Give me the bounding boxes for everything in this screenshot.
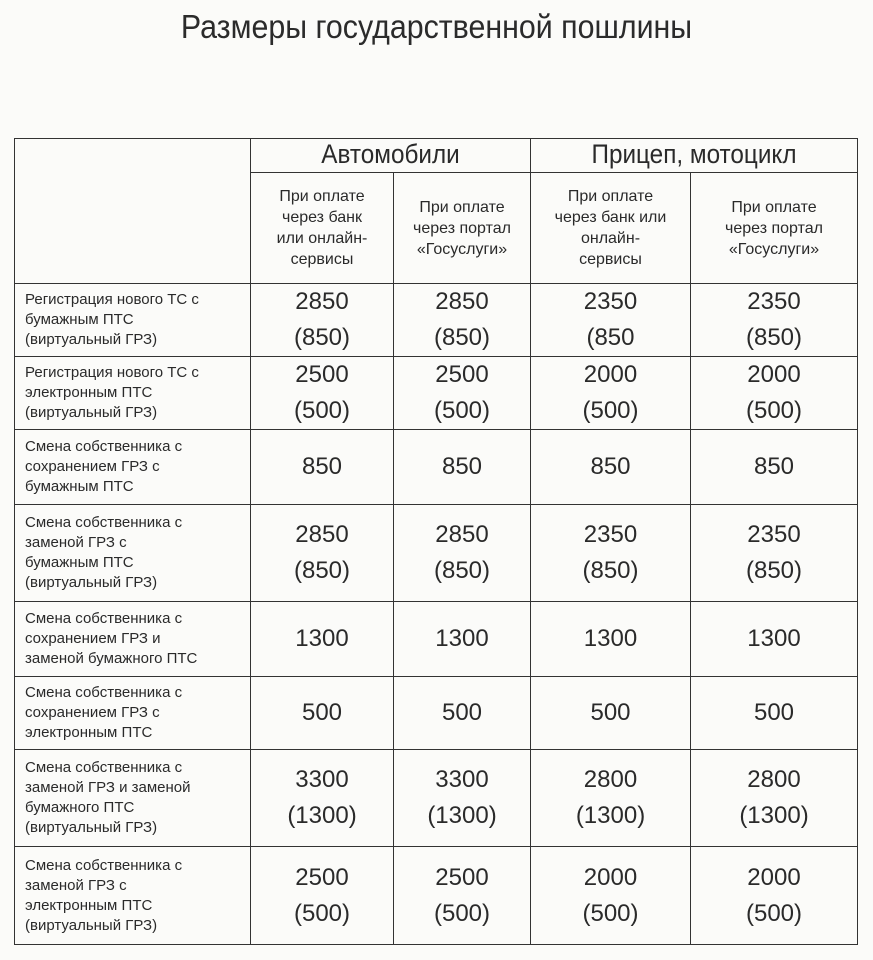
fee-value-cell	[251, 750, 394, 847]
text-line: (850)	[433, 557, 491, 584]
fee-value-cell	[251, 677, 394, 750]
subheader-cell	[531, 173, 691, 284]
text-line: 1300	[435, 625, 489, 652]
table-row	[15, 677, 858, 750]
text-line: (виртуальный ГРЗ)	[25, 331, 158, 348]
fee-value-cell	[394, 430, 531, 505]
fee-value-cell	[691, 602, 858, 677]
group-header-label: Прицеп, мотоцикл	[591, 139, 797, 169]
text-line: (850)	[433, 324, 491, 351]
text-line: 2800	[583, 766, 638, 793]
text-line: 2350	[747, 521, 801, 548]
fee-value-cell	[691, 750, 858, 847]
fee-value-cell	[394, 602, 531, 677]
row-label	[15, 430, 251, 505]
text-line: 850	[441, 453, 483, 480]
text-line: сервисы	[579, 251, 642, 268]
fee-value-cell	[531, 677, 691, 750]
text-line: онлайн-	[580, 230, 641, 247]
text-line: (1300)	[287, 802, 357, 829]
row-label	[15, 847, 251, 945]
text-line: (850)	[745, 557, 803, 584]
text-line: 2000	[747, 863, 801, 891]
text-line: Смена собственника с	[25, 856, 183, 874]
text-line: через портал	[725, 219, 823, 237]
row-label	[15, 750, 251, 847]
text-line: заменой ГРЗ с	[25, 876, 127, 894]
text-line: 2500	[295, 863, 349, 891]
text-line: 500	[753, 699, 795, 726]
fee-table	[14, 138, 858, 945]
text-line: 850	[590, 453, 631, 480]
text-line: (500)	[582, 899, 639, 927]
text-line: (500)	[745, 397, 803, 424]
text-line: 2000	[747, 361, 801, 388]
text-line: «Госуслуги»	[728, 240, 820, 258]
text-line: 1300	[747, 625, 801, 652]
text-line: 500	[301, 699, 343, 726]
text-line: (виртуальный ГРЗ)	[25, 574, 158, 591]
text-line: 850	[301, 453, 343, 480]
text-line: 2500	[295, 361, 349, 388]
fee-value-cell	[691, 284, 858, 357]
fee-value-cell	[691, 505, 858, 602]
fee-value-cell	[394, 847, 531, 945]
table-row	[15, 602, 858, 677]
text-line: сохранением ГРЗ и	[25, 630, 161, 647]
text-line: сохранением ГРЗ с	[25, 458, 160, 475]
fee-value-cell	[251, 847, 394, 945]
text-line: заменой бумажного ПТС	[25, 650, 198, 667]
group-header-label: Автомобили	[321, 139, 460, 169]
text-line: (1300)	[739, 802, 809, 829]
text-line: Регистрация нового ТС с	[25, 364, 199, 381]
fee-value-cell	[691, 430, 858, 505]
text-line: (виртуальный ГРЗ)	[25, 819, 158, 836]
row-label	[15, 505, 251, 602]
text-line: 2500	[435, 361, 489, 388]
fee-value-cell	[531, 750, 691, 847]
fee-value-cell	[691, 677, 858, 750]
text-line: (виртуальный ГРЗ)	[25, 916, 158, 934]
fee-value-cell	[531, 357, 691, 430]
text-line: бумажным ПТС	[25, 554, 134, 571]
fee-value-cell	[251, 284, 394, 357]
text-line: 850	[753, 453, 795, 480]
text-line: (850)	[293, 557, 351, 584]
group-header	[531, 139, 858, 173]
text-line: (850)	[582, 557, 639, 584]
text-line: бумажного ПТС	[25, 799, 135, 816]
fee-value-cell	[394, 750, 531, 847]
text-line: (500)	[582, 397, 639, 424]
text-line: электронным ПТС	[25, 724, 153, 741]
row-label	[15, 284, 251, 357]
text-line: 2350	[583, 521, 638, 548]
text-line: бумажным ПТС	[25, 478, 134, 495]
text-line: При оплате	[419, 198, 505, 216]
fee-value-cell	[691, 847, 858, 945]
fee-value-cell	[531, 505, 691, 602]
text-line: (850	[586, 324, 635, 351]
text-line: «Госуслуги»	[416, 240, 508, 258]
subheader-cell	[251, 173, 394, 284]
fee-value-cell	[251, 357, 394, 430]
text-line: 2850	[295, 521, 349, 548]
text-line: (500)	[433, 899, 491, 927]
text-line: (500)	[293, 397, 351, 424]
text-line: 2000	[583, 863, 638, 891]
fee-value-cell	[531, 430, 691, 505]
page-title: Размеры государственной пошлины	[180, 8, 693, 45]
text-line: электронным ПТС	[25, 896, 153, 914]
table-row	[15, 750, 858, 847]
text-line: 2850	[295, 288, 349, 315]
text-line: Смена собственника с	[25, 438, 183, 455]
fee-value-cell	[251, 602, 394, 677]
fee-value-cell	[531, 602, 691, 677]
fee-value-cell	[394, 284, 531, 357]
row-label	[15, 677, 251, 750]
table-row	[15, 505, 858, 602]
row-label	[15, 357, 251, 430]
text-line: Регистрация нового ТС с	[25, 291, 199, 308]
text-line: через портал	[413, 219, 511, 237]
corner-cell	[15, 139, 251, 284]
text-line: сервисы	[290, 251, 354, 268]
text-line: 2350	[583, 288, 638, 315]
text-line: 2500	[435, 863, 489, 891]
text-line: При оплате	[567, 188, 654, 205]
fee-value-cell	[531, 847, 691, 945]
text-line: При оплате	[731, 198, 817, 216]
table-row	[15, 357, 858, 430]
text-line: Смена собственника с	[25, 759, 183, 776]
fee-value-cell	[251, 505, 394, 602]
text-line: 2000	[583, 361, 638, 388]
subheader-cell	[394, 173, 531, 284]
text-line: через банк или	[554, 209, 667, 226]
text-line: Смена собственника с	[25, 684, 183, 701]
table-row	[15, 284, 858, 357]
text-line: электронным ПТС	[25, 384, 153, 401]
text-line: При оплате	[279, 188, 365, 205]
text-line: 2850	[435, 521, 489, 548]
text-line: (500)	[745, 899, 803, 927]
fee-value-cell	[394, 505, 531, 602]
table-row	[15, 847, 858, 945]
text-line: бумажным ПТС	[25, 311, 134, 328]
fee-value-cell	[251, 430, 394, 505]
text-line: 1300	[583, 625, 638, 652]
text-line: сохранением ГРЗ с	[25, 704, 160, 721]
group-header	[251, 139, 531, 173]
text-line: 500	[590, 699, 631, 726]
text-line: через банк	[282, 209, 362, 226]
text-line: (850)	[745, 324, 803, 351]
text-line: 3300	[435, 766, 489, 793]
text-line: или онлайн-	[276, 230, 368, 247]
text-line: 2850	[435, 288, 489, 315]
text-line: Смена собственника с	[25, 610, 183, 627]
text-line: заменой ГРЗ и заменой	[25, 779, 191, 796]
text-line: (виртуальный ГРЗ)	[25, 404, 158, 421]
text-line: 3300	[295, 766, 349, 793]
text-line: (1300)	[575, 802, 646, 829]
text-line: (500)	[433, 397, 491, 424]
text-line: 2350	[747, 288, 801, 315]
text-line: 2800	[747, 766, 801, 793]
fee-value-cell	[394, 677, 531, 750]
fee-value-cell	[531, 284, 691, 357]
fee-value-cell	[394, 357, 531, 430]
text-line: (1300)	[427, 802, 497, 829]
subheader-cell	[691, 173, 858, 284]
text-line: Смена собственника с	[25, 514, 183, 531]
text-line: (850)	[293, 324, 351, 351]
table-row	[15, 430, 858, 505]
text-line: (500)	[293, 899, 351, 927]
text-line: заменой ГРЗ с	[25, 534, 127, 551]
row-label	[15, 602, 251, 677]
text-line: 1300	[295, 625, 349, 652]
text-line: 500	[441, 699, 483, 726]
fee-value-cell	[691, 357, 858, 430]
